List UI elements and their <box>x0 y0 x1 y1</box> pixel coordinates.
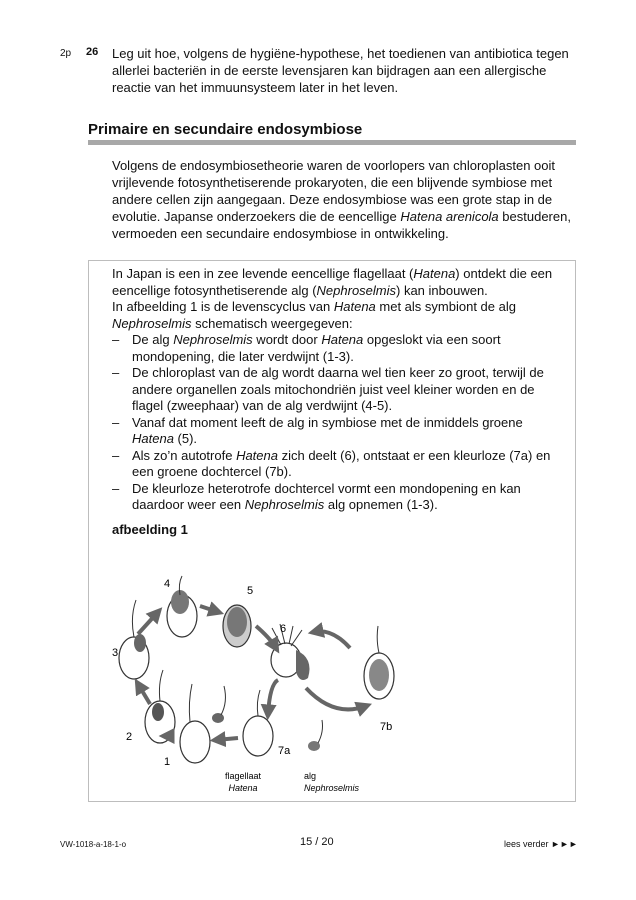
stage-number: 2 <box>126 731 133 743</box>
stage-number: 7b <box>380 721 393 733</box>
footer-next-indicator: lees verder ►►► <box>504 839 578 849</box>
cell-stage-1 <box>180 684 225 763</box>
figure-label: afbeelding 1 <box>112 522 188 537</box>
info-box-text <box>112 266 562 514</box>
question-points: 2p <box>60 48 72 59</box>
footer-page-number: 15 / 20 <box>300 836 334 848</box>
cell-stage-5 <box>223 605 251 647</box>
lifecycle-figure <box>110 572 410 800</box>
stage-number: 7a <box>278 745 291 757</box>
box-paragraph-2: In afbeelding 1 is de levenscyclus van Hatena met als symbiont de alg Nephroselmis schematisch weergegeven: <box>112 299 516 331</box>
section-title: Primaire en secundaire endosymbiose <box>88 121 363 138</box>
stage-number: 5 <box>247 585 254 597</box>
list-item: – De chloroplast van de alg wordt daarna wel tien keer zo groot, terwijl de andere organellen zoals mitochondriën juist veel kleiner worden en de flagel (zweephaar) van de alg verdwijnt (4-5). <box>112 365 544 413</box>
legend-nephroselmis: Nephroselmis <box>304 783 360 793</box>
section-divider <box>88 140 576 145</box>
cell-stage-4 <box>167 576 197 637</box>
footer-code: VW-1018-a-18-1-o <box>60 840 127 849</box>
list-item: – Als zo’n autotrofe Hatena zich deelt (6), ontstaat er een kleurloze (7a) en een groene dochtercel (7b). <box>112 447 551 479</box>
free-alga <box>308 720 323 751</box>
section-intro: Volgens de endosymbiosetheorie waren de voorlopers van chloroplasten ooit vrijlevende fotosynthetiserende prokaryoten, die een blijvende symbiose met andere cellen zijn aangegaan. Deze endosymbiose was een grote stap in de evolutie. Japanse onderzoekers die de eencellige Hatena arenicola bestuderen, vermoeden een secundaire endosymbiose in ontwikkeling. <box>112 158 571 241</box>
list-item: – De alg Nephroselmis wordt door Hatena opgeslokt via een soort mondopening, die later verdwijnt (1-3). <box>112 332 501 364</box>
list-item: – Vanaf dat moment leeft de alg in symbiose met de inmiddels groene Hatena (5). <box>112 414 523 446</box>
question-text: Leg uit hoe, volgens de hygiëne-hypothese, het toedienen van antibiotica tegen allerlei bacteriën in de eerste levensjaren kan bijdragen aan een allergische reactie van het immuunsysteem later in het leven. <box>112 46 569 95</box>
cell-stage-3 <box>119 600 149 679</box>
question-number: 26 <box>86 46 99 58</box>
stage-number: 3 <box>112 647 119 659</box>
stage-number: 4 <box>164 578 171 590</box>
cell-stage-6 <box>271 624 310 680</box>
box-paragraph-1: In Japan is een in zee levende eencellige flagellaat (Hatena) ontdekt die een eencellige fotosynthetiserende alg (Nephroselmis) kan inbouwen. <box>112 266 553 298</box>
legend-hatena: Hatena <box>228 783 258 793</box>
cell-stage-7b <box>364 626 394 699</box>
stage-number: 1 <box>164 756 171 768</box>
legend-flagellaat: flagellaat <box>224 771 262 781</box>
cell-stage-2 <box>145 670 175 743</box>
list-item: – De kleurloze heterotrofe dochtercel vormt een mondopening en kan daardoor weer een Nephroselmis alg opnemen (1-3). <box>112 480 521 512</box>
stage-number: 6 <box>280 623 287 635</box>
box-bullet-list <box>112 332 562 514</box>
legend-alg: alg <box>304 771 317 781</box>
